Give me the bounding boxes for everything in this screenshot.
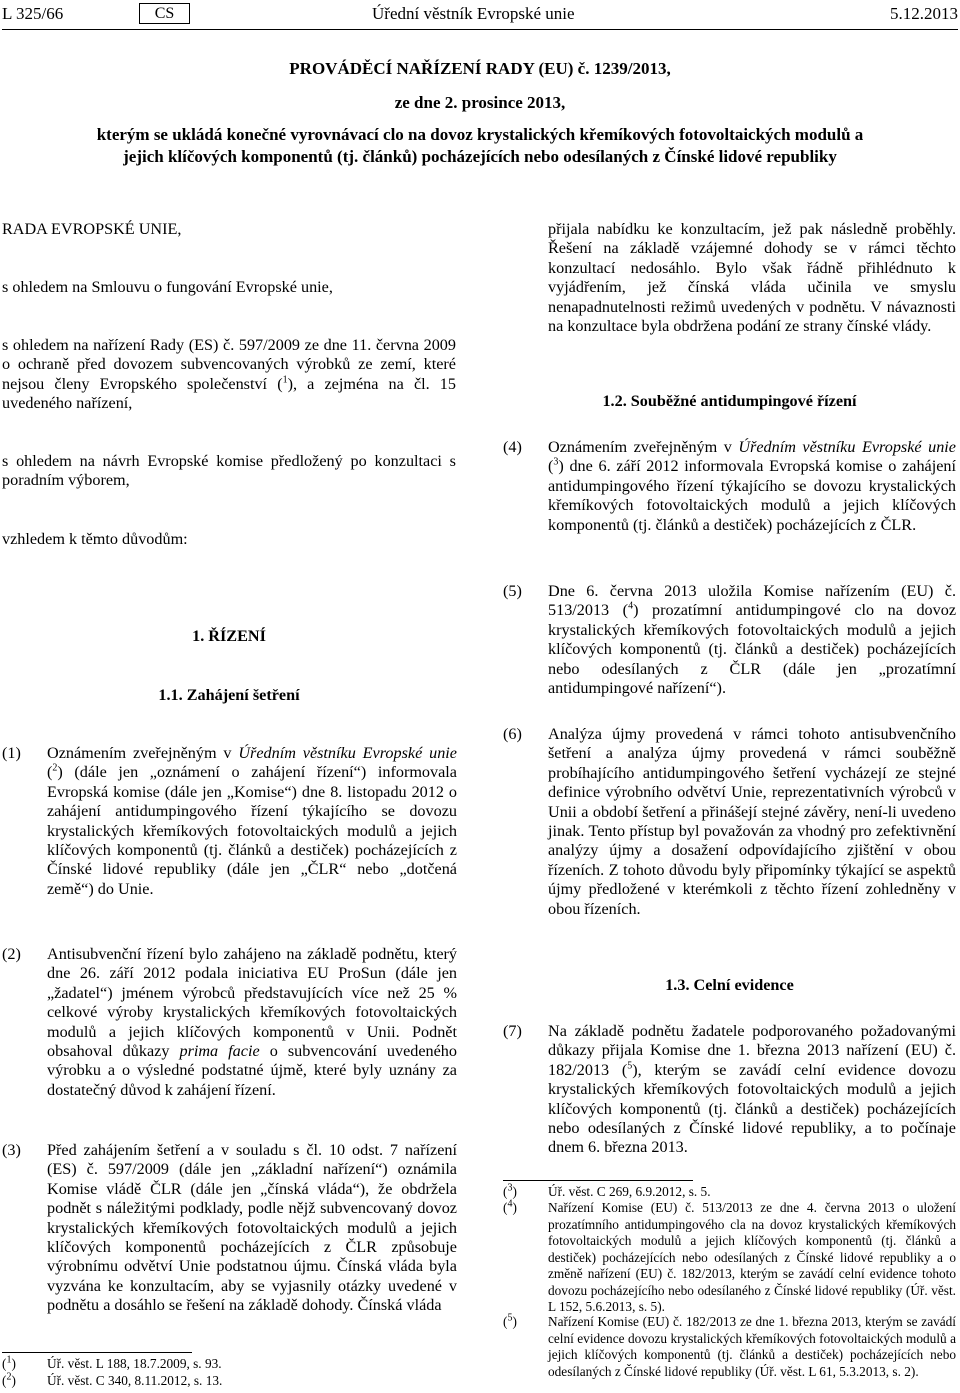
recital-text: Dne 6. června 2013 uložila Komise nařízením (EU) č. 513/2013 ($^4$) prozatímní antidumpingové clo na dovoz krystalických křemíkových fotovoltaických modulů a jejich klíčových komponentů (tj. článků a destiček) pocházejících nebo odesílaných z ČLR (dále jen „prozatímní antidumpingové nařízení“). — [548, 582, 957, 698]
recital-number: (5) — [503, 582, 522, 600]
regulation-subject: kterým se ukládá konečné vyrovnávací clo na dovoz krystalických křemíkových fotovoltaických modulů a jejich klíčových komponentů (tj. článků) pocházejících nebo odesílaných z Čínské lidové republiky — [96, 125, 864, 166]
recital-text: Analýza újmy provedená v rámci tohoto antisubvenčního šetření a analýza újmy provedená v rámci souběžně probíhajícího antidumpingového šetření vycházejí ze stejné definice výrobního odvětví Unie, reprezentativních výrobců v Unii a období šetření a přinášejí stejné závěry, není-li uvedeno jinak. Tento přístup byl považován za vhodný pro zefektivnění analýzy újmy a dosažení odpovídajícího zjištění v obou řízeních. Z tohoto důvodu byly připomínky týkající se aspektů újmy předložené v kterémkoli z těchto řízení zohledněny v obou řízeních. — [548, 725, 956, 918]
recital-number: (6) — [503, 725, 522, 743]
recital-text: Oznámením zveřejněným v Úředním věstníku Evropské unie ($^3$) dne 6. září 2012 informovala Evropská komise o zahájení antidumpingového řízení týkajícího se dovozu krystalických křemíkových fotovoltaických modulů a jejich klíčových komponentů (tj. článků a destiček) pocházejících z ČLR. — [548, 438, 956, 534]
recital-text: Antisubvenční řízení bylo zahájeno na základě podnětu, který dne 26. září 2012 podala iniciativa EU ProSun (dále jen „žadatel“) jménem výrobců představujících více než 25 % celkové výroby krystalických křemíkových fotovoltaických modulů a jejich klíčových komponentů v Unii. Podnět obsahoval důkazy prima facie o subvencování uvedeného výrobku a o výsledné podstatné újmě, které byly uznány za dostatečný důvod k zahájení řízení. — [47, 945, 457, 1099]
journal-header — [2, 4, 958, 26]
recital-text: Oznámením zveřejněným v Úředním věstníku Evropské unie ($^2$) (dále jen „oznámení o zahájení řízení“) informovala Evropská komise (dále jen „Komise“) dne 8. listopadu 2012 o zahájení antidumpingového řízení týkajícího se dovozu krystalických křemíkových fotovoltaických modulů a jejich klíčových komponentů (tj. článků a destiček) pocházejících z Čínské lidové republiky (dále jen „ČLR“ nebo „dotčená země“) do Unie. — [47, 744, 457, 898]
recital-treaty: s ohledem na Smlouvu o fungování Evropské unie, — [2, 278, 333, 296]
recital-number: (1) — [2, 744, 21, 762]
recital-continuation: přijala nabídku ke konzultacím, jež pak následně proběhly. Řešení na základě vzájemné dohody se v rámci těchto konzultací nedosáhlo. Bylo však řádně přihlédnuto k vyjádřením, jež čínská vláda učinila ve smyslu nenapadnutelnosti režimů uvedených v podnětu. V návaznosti na konzultace byla obdržena podání ze strany čínské vlády. — [548, 220, 956, 336]
regulation-date: ze dne 2. prosince 2013, — [394, 93, 566, 112]
journal-name: Úřední věstník Evropské unie — [372, 4, 575, 23]
whereas-clause: vzhledem k těmto důvodům: — [2, 530, 188, 548]
regulation-title: PROVÁDĚCÍ NAŘÍZENÍ RADY (EU) č. 1239/2013, — [289, 59, 671, 78]
recital-regulation: s ohledem na nařízení Rady (ES) č. 597/2009 ze dne 11. června 2009 o ochraně před dovozem subvencovaných výrobků ze zemí, které nejsou členy Evropského společenství ($^1$), a zejména na čl. 15 uvedeného nařízení, — [2, 336, 456, 413]
footnote-rule — [2, 1352, 192, 1353]
recital-number: (2) — [2, 945, 21, 963]
section-heading-1-3: 1.3. Celní evidence — [665, 976, 794, 994]
recital-number: (7) — [503, 1022, 522, 1040]
council-heading: RADA EVROPSKÉ UNIE, — [2, 220, 182, 238]
footnote-ref: 1 — [282, 374, 288, 386]
language-badge: CS — [139, 3, 190, 24]
recital-proposal: s ohledem na návrh Evropské komise předložený po konzultaci s poradním výborem, — [2, 452, 456, 490]
document-page: L 325/66 CS Úřední věstník Evropské unie 5.12.2013 PROVÁDĚCÍ NAŘÍZENÍ RADY (EU) č. 1239/2013, ze dne 2. prosince 2013, kterým se ukládá konečné vyrovnávací clo na dovoz krystalických křemíkových fotovoltaických modulů a jejich klíčových komponentů (tj. článků) pocházejících nebo odesílaných z Čínské lidové republiky RADA EVROPSKÉ UNIE, s ohledem na Smlouvu o fungování Evropské unie, s ohledem na nařízení Rady (ES) č. 597/2009 ze dne 11. června 2009 o ochraně před dovozem subvencovaných výrobků ze zemí, které nejsou členy Evropského společenství ($^1$), a zejména na čl. 15 uvedeného nařízení, s ohledem na návrh Evropské komise předložený po konzultaci s poradním výborem, vzhledem k těmto důvodům: 1. ŘÍZENÍ 1.1. Zahájení šetření (1) Oznámením zveřejněným v Úředním věstníku Evropské unie ($^2$) (dále jen „oznámení o zahájení řízení“) informovala Evropská komise (dále jen „Komise“) dne 8. listopadu 2012 o zahájení antidumpingového řízení týkajícího se dovozu krystalických křemíkových fotovoltaických modulů a jejich klíčových komponentů (tj. článků a destiček) pocházejících z Čínské lidové republiky (dále jen „ČLR“ nebo „dotčená země“) do Unie. (2) Antisubvenční řízení bylo zahájeno na základě podnětu, který dne 26. září 2012 podala iniciativa EU ProSun (dále jen „žadatel“) jménem výrobců představujících více než 25 % celkové výroby krystalických křemíkových fotovoltaických modulů a jejich klíčových komponentů v Unii. Podnět obsahoval důkazy prima facie o subvencování uvedeného výrobku a o výsledné podstatné újmě, které byly uznány za dostatečný důvod k zahájení řízení. (3) Před zahájením šetření a v souladu s čl. 10 odst. 7 nařízení (ES) č. 597/2009 (dále jen „základní nařízení“) oznámila Komise vládě ČLR (dále jen „čínská vláda“), že obdržela podnět s náležitými podklady, podle nějž subvencovaný dovoz krystalických křemíkových fotovoltaických modulů a jejich klíčových komponentů pocházejících z ČLR způsobuje výrobnímu odvětví Unie podstatnou újmu. Čínská vláda byla vyzvána ke konzultacím, aby se vyjasnily otázky uvedené v podnětu a dosáhlo se řešení na základě dohody. Čínská vláda ($^1$) Úř. věst. L 188, 18.7.2009, s. 93. ($^2$) Úř. věst. C 340, 8.11.2012, s. 13. přijala nabídku ke konzultacím, jež pak následně proběhly. Řešení na základě vzájemné dohody se v rámci těchto konzultací nedosáhlo. Bylo však řádně přihlédnuto k vyjádřením, jež čínská vláda učinila ve smyslu nenapadnutelnosti režimů uvedených v podnětu. V návaznosti na konzultace byla obdržena podání ze strany čínské vlády. 1.2. Souběžné antidumpingové řízení (4) Oznámením zveřejněným v Úředním věstníku Evropské unie ($^3$) dne 6. září 2012 informovala Evropská komise o zahájení antidumpingového řízení týkajícího se dovozu krystalických křemíkových fotovoltaických modulů a jejich klíčových komponentů (tj. článků a destiček) pocházejících z ČLR. (5) Dne 6. června 2013 uložila Komise nařízením (EU) č. 513/2013 ($^4$) prozatímní antidumpingové clo na dovoz krystalických křemíkových fotovoltaických modulů a jejich klíčových komponentů (tj. článků a destiček) pocházejících nebo odesílaných z ČLR (dále jen „prozatímní antidumpingové nařízení“). (6) Analýza újmy provedená v rámci tohoto antisubvenčního šetření a analýza újmy provedená v rámci souběžně probíhajícího antidumpingového šetření vycházejí ze stejné definice výrobního odvětví Unie, reprezentativních výrobců v Unii a období šetření a přinášejí stejné závěry, není-li uvedeno jinak. Tento přístup byl považován za vhodný pro zefektivnění analýzy újmy a dosažení odpovídajícího zjištění v obou řízeních. Z tohoto důvodu byly připomínky týkající se aspektů újmy předložené v kterémkoli z těchto řízení zohledněny v obou řízeních. 1.3. Celní evidence (7) Na základě podnětu žadatele podporovaného požadovanými důkazy přijala Komise dne 1. března 2013 nařízení (EU) č. 182/2013 ($^5$), kterým se zavádí celní evidence dovozu krystalických křemíkových fotovoltaických modulů a jejich klíčových komponentů (tj. článků a destiček) pocházejících nebo odesílaných z Čínské lidové republiky, a to počínaje dnem 6. března 2013. ($^3$) Úř. věst. C 269, 6.9.2012, s. 5. ($^4$) Nařízení Komise (EU) č. 513/2013 ze dne 4. června 2013 o uložení prozatímního antidumpingového cla na dovoz krystalických křemíkových fotovoltaických modulů a jejich klíčových komponentů (tj. článků a destiček) pocházejících nebo odesílaných z Čínské lidové republiky a o změně nařízení (EU) č. 182/2013, kterým se zavádí celní evidence tohoto dovozu pocházejícího nebo odesílaného z Čínské lidové republiky (Úř. věst. L 152, 5.6.2013, s. 5). ($^5$) Nařízení Komise (EU) č. 182/2013 ze dne 1. března 2013, kterým se zavádí celní evidence dovozu krystalických křemíkových fotovoltaických modulů a jejich klíčových komponentů (tj. článků a destiček) pocházejících nebo odesílaných z Čínské lidové republiky (Úř. věst. L 61, 5.3.2013, s. 2). — [2, 4, 958, 1388]
recital-number: (3) — [2, 1141, 21, 1159]
section-heading-1-1: 1.1. Zahájení šetření — [158, 686, 300, 704]
recital-number: (4) — [503, 438, 522, 456]
section-heading-1-2: 1.2. Souběžné antidumpingové řízení — [602, 392, 857, 410]
page-reference: L 325/66 — [2, 4, 64, 23]
footnote-rule — [503, 1180, 693, 1181]
recital-text: Na základě podnětu žadatele podporovaného požadovanými důkazy přijala Komise dne 1. března 2013 nařízení (EU) č. 182/2013 ($^5$), kterým se zavádí celní evidence dovozu krystalických křemíkových fotovoltaických modulů a jejich klíčových komponentů (tj. článků a destiček) pocházejících nebo odesílaných z Čínské lidové republiky, a to počínaje dnem 6. března 2013. — [548, 1022, 956, 1157]
section-heading-1: 1. ŘÍZENÍ — [192, 627, 266, 645]
publication-date: 5.12.2013 — [890, 4, 958, 23]
header-rule — [2, 29, 958, 30]
recital-text: Před zahájením šetření a v souladu s čl. 10 odst. 7 nařízení (ES) č. 597/2009 (dále jen „základní nařízení“) oznámila Komise vládě ČLR (dále jen „čínská vláda“), že obdržela podnět s náležitými podklady, podle nějž subvencovaný dovoz krystalických křemíkových fotovoltaických modulů a jejich klíčových komponentů pocházejících z ČLR způsobuje výrobnímu odvětví Unie podstatnou újmu. Čínská vláda byla vyzvána ke konzultacím, aby se vyjasnily otázky uvedené v podnětu a dosáhlo se řešení na základě dohody. Čínská vláda — [47, 1141, 457, 1315]
